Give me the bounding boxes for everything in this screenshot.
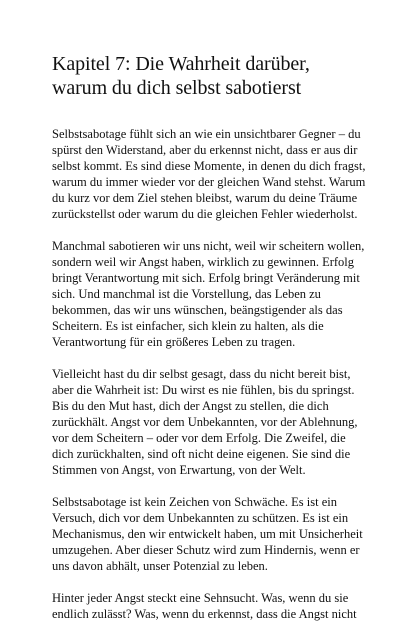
- chapter-body: [52, 126, 368, 622]
- chapter-title: Kapitel 7: Die Wahrheit darüber, warum du dich selbst sabotierst: [52, 53, 310, 99]
- paragraph-1: Selbstsabotage fühlt sich an wie ein unsichtbarer Gegner – du spürst den Widerstand, aber du erkennst nicht, dass er aus dir selbst kommt. Es sind diese Momente, in denen du dich fragst, warum du immer wieder vor der gleichen Wand stehst. Warum du kurz vor dem Ziel stehen bleibst, warum du deine Träume zurückstellst oder warum du die gleichen Fehler wiederholst.: [52, 127, 366, 221]
- paragraph-3: Vielleicht hast du dir selbst gesagt, dass du nicht bereit bist, aber die Wahrheit ist: Du wirst es nie fühlen, bis du springst. Bis du den Mut hast, dich der Angst zu stellen, die dich zurückhält. Angst vor dem Unbekannten, vor der Ablehnung, vor dem Scheitern – oder vor dem Erfolg. Die Zweifel, die dich zurückhalten, sind oft nicht deine eigenen. Sie sind die Stimmen von Angst, von Erwartung, von der Welt.: [52, 367, 358, 477]
- paragraph-5: Hinter jeder Angst steckt eine Sehnsucht. Was, wenn du sie endlich zulässt? Was, wenn du erkennst, dass die Angst nicht: [52, 591, 357, 621]
- paragraph-4: Selbstsabotage ist kein Zeichen von Schwäche. Es ist ein Versuch, dich vor dem Unbekannten zu schützen. Es ist ein Mechanismus, den wir entwickelt haben, um mit Unsicherheit umzugehen. Aber dieser Schutz wird zum Hindernis, wenn er uns davon abhält, unser Potenzial zu leben.: [52, 495, 363, 573]
- paragraph-2: Manchmal sabotieren wir uns nicht, weil wir scheitern wollen, sondern weil wir Angst haben, wirklich zu gewinnen. Erfolg bringt Verantwortung mit sich. Erfolg bringt Veränderung mit sich. Und manchmal ist die Vorstellung, das Leben zu bekommen, das wir uns wünschen, beängstigender als das Scheitern. Es ist einfacher, sich klein zu halten, als die Verantwortung für ein größeres Leben zu tragen.: [52, 239, 365, 349]
